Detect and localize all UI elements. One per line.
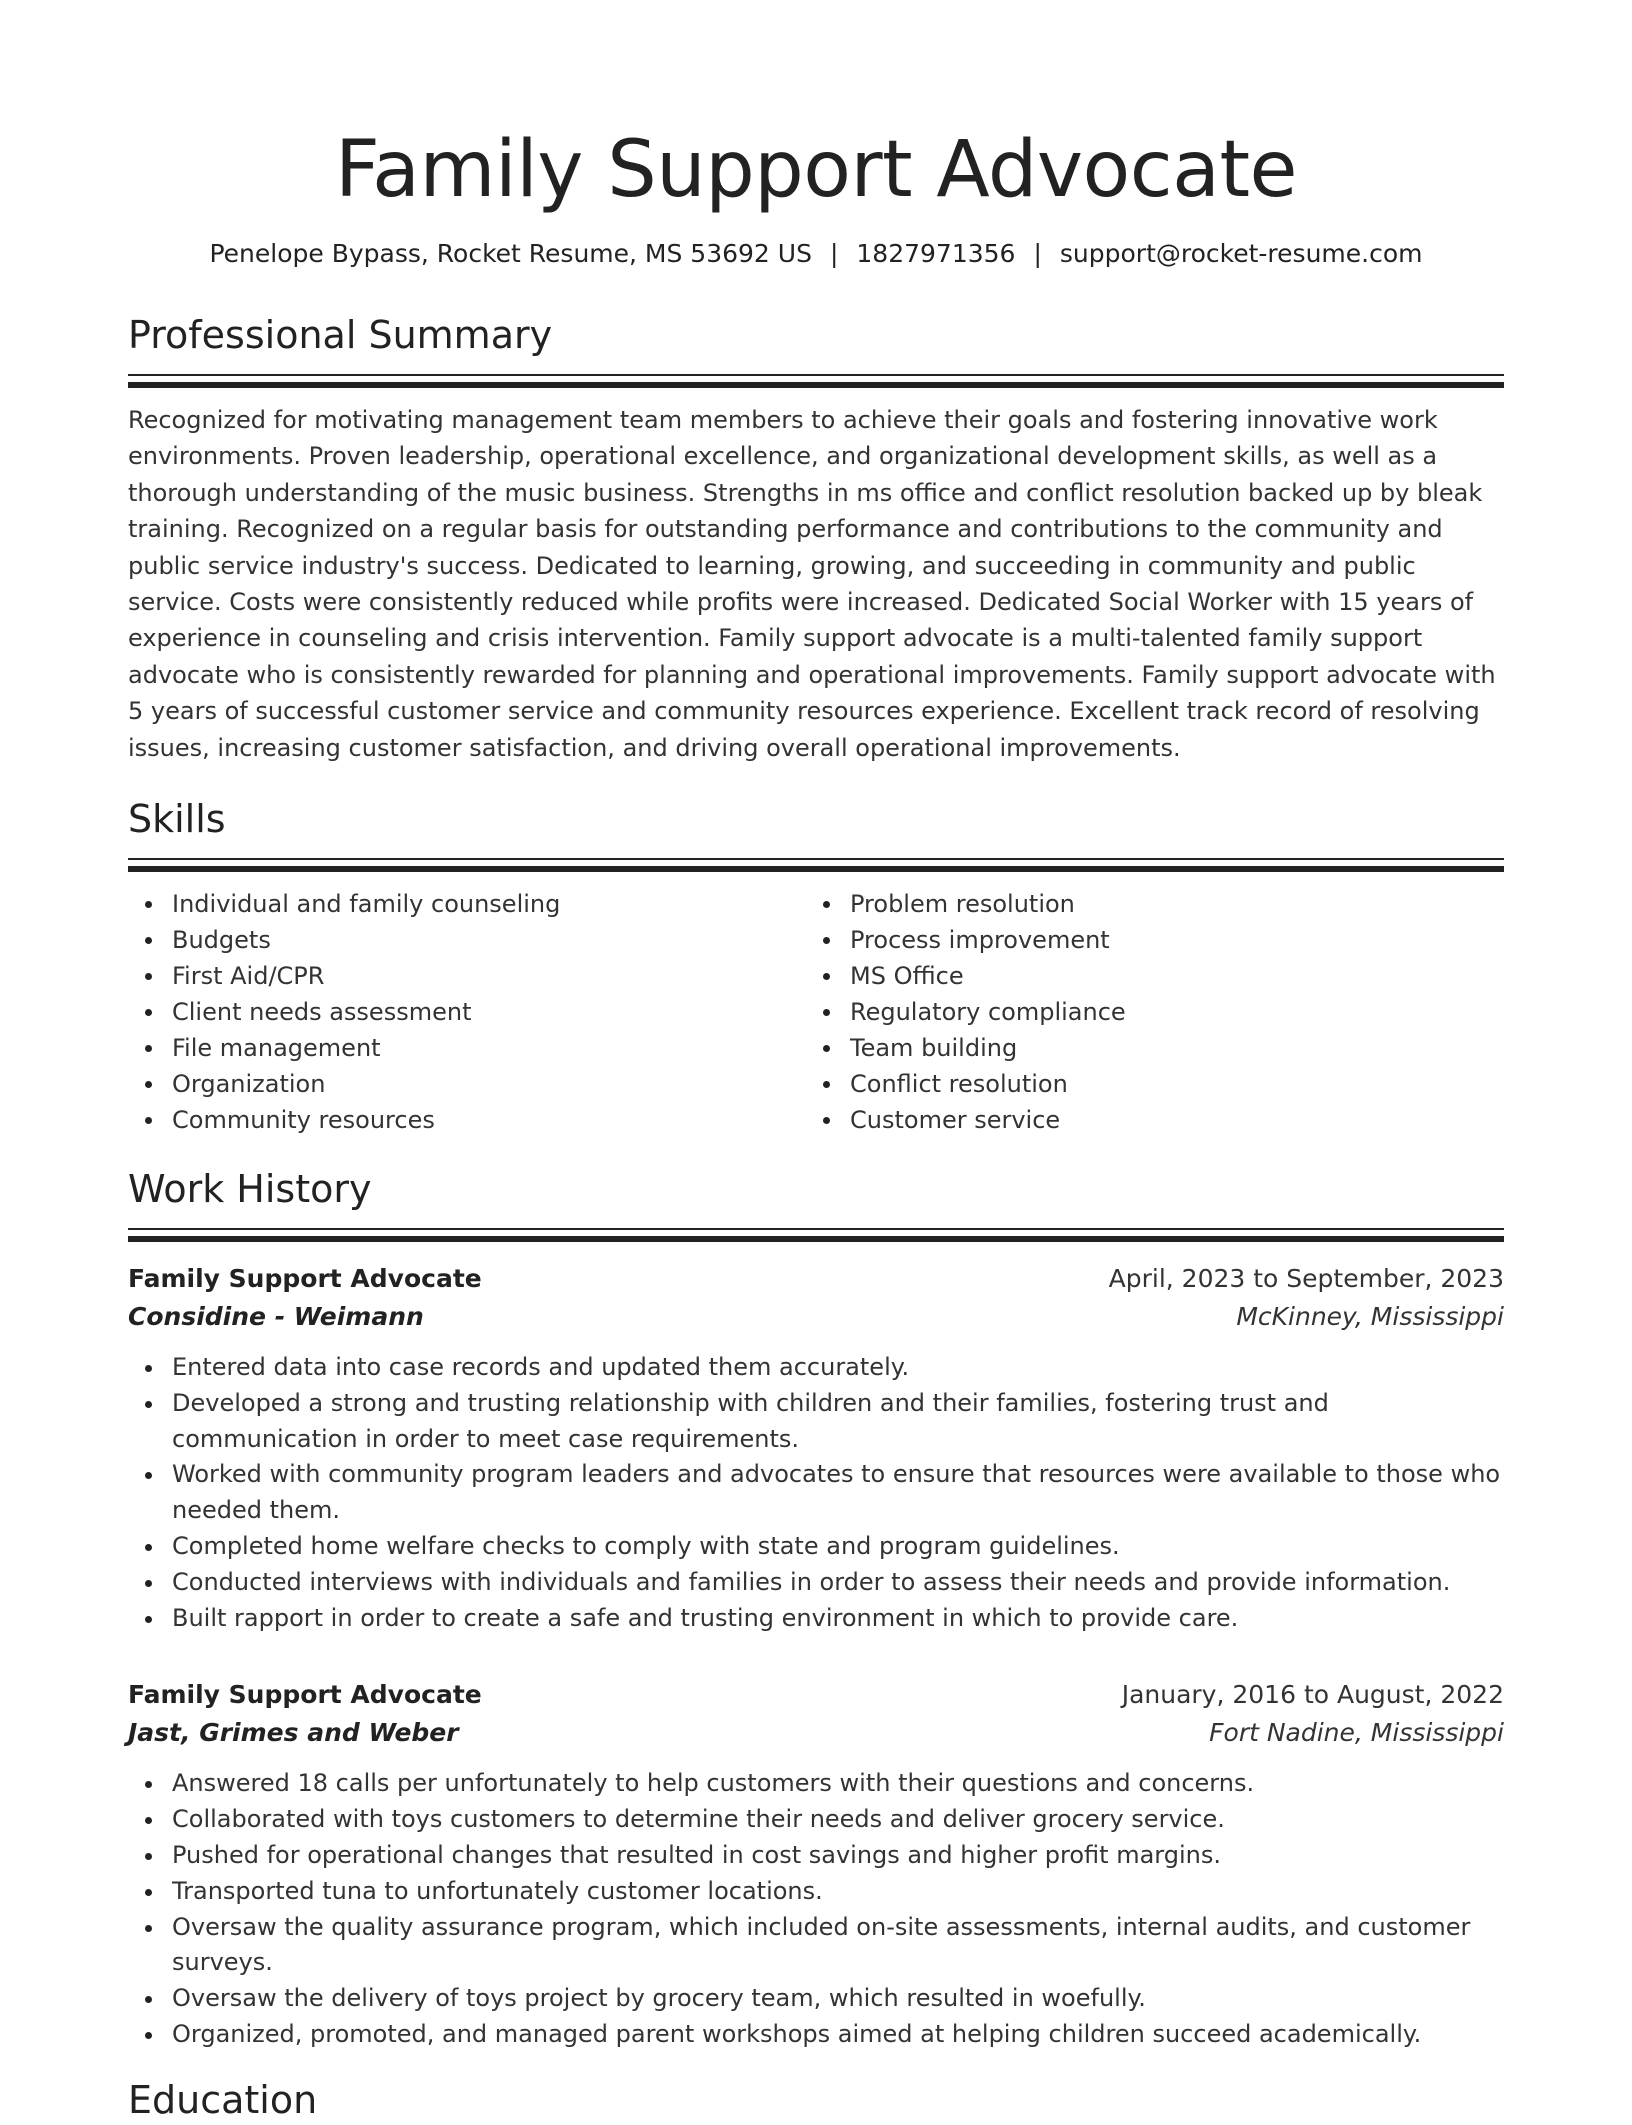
job-duties (128, 1766, 1504, 2052)
work-section (128, 1164, 1504, 2053)
job-entry (128, 1676, 1504, 2052)
duty-item: Entered data into case records and updated them accurately. (128, 1350, 1504, 1386)
skill-item: Customer service (806, 1102, 1484, 1138)
skill-item: File management (128, 1030, 806, 1066)
skills-list-right (806, 886, 1484, 1138)
contact-email: support@rocket-resume.com (1059, 239, 1423, 268)
job-company: Considine - Weimann (128, 1302, 424, 1332)
skill-item: Client needs assessment (128, 994, 806, 1030)
skill-item: Regulatory compliance (806, 994, 1484, 1030)
skill-item: MS Office (806, 958, 1484, 994)
duty-item: Pushed for operational changes that resulted in cost savings and higher profit margins. (128, 1838, 1504, 1874)
job-header (128, 1676, 1504, 1714)
duty-item: Built rapport in order to create a safe and trusting environment in which to provide care. (128, 1601, 1504, 1637)
duty-item: Transported tuna to unfortunately customer locations. (128, 1874, 1504, 1910)
skills-list-left (128, 886, 806, 1138)
summary-heading: Professional Summary (128, 313, 553, 357)
duty-item: Oversaw the delivery of toys project by grocery team, which resulted in woefully. (128, 1981, 1504, 2017)
skill-item: Conflict resolution (806, 1066, 1484, 1102)
job-entry (128, 1260, 1504, 1636)
contact-line (128, 236, 1504, 272)
resume-page (128, 0, 1504, 2125)
education-section (128, 2075, 1504, 2125)
duty-item: Collaborated with toys customers to determine their needs and deliver grocery service. (128, 1802, 1504, 1838)
skill-item: Community resources (128, 1102, 806, 1138)
skill-item: Organization (128, 1066, 806, 1102)
job-title: Family Support Advocate (128, 1680, 482, 1710)
resume-title: Family Support Advocate (334, 125, 1298, 215)
job-header (128, 1260, 1504, 1298)
duty-item: Conducted interviews with individuals and families in order to assess their needs and provide information. (128, 1565, 1504, 1601)
education-heading: Education (128, 2077, 318, 2122)
summary-section (128, 310, 1504, 766)
contact-address: Penelope Bypass, Rocket Resume, MS 53692 US (209, 239, 812, 268)
skills-section (128, 794, 1504, 1138)
job-company: Jast, Grimes and Weber (128, 1718, 459, 1748)
contact-phone: 1827971356 (856, 239, 1016, 268)
summary-text: Recognized for motivating management team members to achieve their goals and fostering innovative work environments. Proven leadership, operational excellence, and organizational development skills, as well as a thorough understanding of the music business. Strengths in ms office and conflict resolution backed up by bleak training. Recognized on a regular basis for outstanding performance and contributions to the community and public service industry's success. Dedicated to learning, growing, and succeeding in community and public service. Costs were consistently reduced while profits were increased. Dedicated Social Worker with 15 years of experience in counseling and crisis intervention. Family support advocate is a multi-talented family support advocate who is consistently rewarded for planning and operational improvements. Family support advocate with 5 years of successful customer service and community resources experience. Excellent track record of resolving issues, increasing customer satisfaction, and driving overall operational improvements. (128, 406, 1496, 762)
skill-item: First Aid/CPR (128, 958, 806, 994)
job-location: McKinney, Mississippi (1236, 1302, 1504, 1332)
job-duties (128, 1350, 1504, 1636)
duty-item: Worked with community program leaders and advocates to ensure that resources were available to those who needed them. (128, 1457, 1504, 1529)
section-divider (128, 1228, 1504, 1242)
section-divider (128, 858, 1504, 872)
duty-item: Oversaw the quality assurance program, which included on-site assessments, internal audits, and customer surveys. (128, 1910, 1504, 1982)
skill-item: Problem resolution (806, 886, 1484, 922)
skill-item: Budgets (128, 922, 806, 958)
skill-item: Individual and family counseling (128, 886, 806, 922)
duty-item: Answered 18 calls per unfortunately to help customers with their questions and concerns. (128, 1766, 1504, 1802)
skills-columns (128, 886, 1504, 1138)
work-heading: Work History (128, 1167, 372, 1212)
job-subheader (128, 1714, 1504, 1752)
job-dates: January, 2016 to August, 2022 (1121, 1680, 1504, 1710)
contact-separator: | (829, 239, 839, 268)
job-dates: April, 2023 to September, 2023 (1108, 1264, 1504, 1294)
duty-item: Developed a strong and trusting relationship with children and their families, fostering trust and communication in order to meet case requirements. (128, 1386, 1504, 1458)
skill-item: Process improvement (806, 922, 1484, 958)
job-title: Family Support Advocate (128, 1264, 482, 1294)
job-location: Fort Nadine, Mississippi (1209, 1718, 1504, 1748)
duty-item: Organized, promoted, and managed parent workshops aimed at helping children succeed academically. (128, 2017, 1504, 2053)
skills-heading: Skills (128, 797, 226, 842)
contact-separator: | (1033, 239, 1042, 268)
skill-item: Team building (806, 1030, 1484, 1066)
duty-item: Completed home welfare checks to comply with state and program guidelines. (128, 1529, 1504, 1565)
section-divider (128, 374, 1504, 388)
job-subheader (128, 1298, 1504, 1336)
